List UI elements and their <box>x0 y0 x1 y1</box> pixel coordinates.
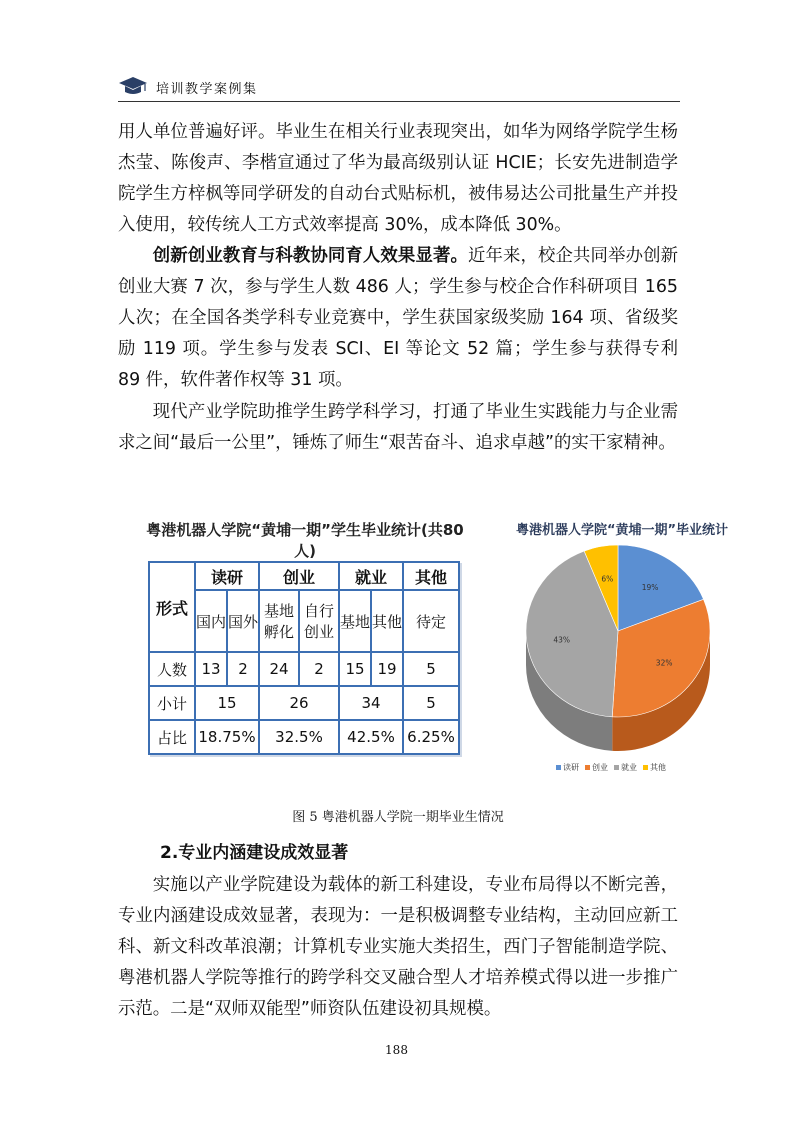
pie-value-label: 32% <box>655 658 673 668</box>
table-cell: 2 <box>227 652 259 686</box>
chart-legend <box>556 762 672 773</box>
graduation-table-figure <box>144 519 466 774</box>
table-cell: 19 <box>371 652 403 686</box>
pie-value-label: 43% <box>553 635 570 645</box>
legend-label: 读研 <box>563 763 579 772</box>
sub-self: 自行创业 <box>299 590 339 652</box>
paragraph-4: 实施以产业学院建设为载体的新工科建设，专业布局得以不断完善，专业内涵建设成效显著，表现为：一是积极调整专业结构，主动回应新工科、新文科改革浪潮；计算机专业实施大类招生，西门子智能制造学院、粤港机器人学院等推行的跨学科交叉融合型人才培养模式得以进一步推广示范。二是“双师双能型”师资队伍建设初具规模。 <box>118 875 678 1019</box>
sub-incubate: 基地孵化 <box>259 590 299 652</box>
graduation-cap-icon <box>118 76 148 96</box>
legend-label: 其他 <box>650 763 666 772</box>
legend-item <box>556 763 579 772</box>
table-cell: 24 <box>259 652 299 686</box>
table-title: 粤港机器人学院“黄埔一期”学生毕业统计(共80人) <box>146 521 464 560</box>
sub-domestic: 国内 <box>195 590 227 652</box>
table-cell: 42.5% <box>339 720 403 754</box>
header-rule <box>118 101 680 102</box>
table-cell: 13 <box>195 652 227 686</box>
legend-swatch <box>614 765 619 770</box>
page-header <box>118 74 678 100</box>
sub-others: 其他 <box>371 590 403 652</box>
group-employ: 就业 <box>339 562 403 590</box>
page-number: 188 <box>385 1043 408 1057</box>
header-title: 培训教学案例集 <box>156 82 258 97</box>
table-cell: 5 <box>403 686 459 720</box>
paragraph-1: 用人单位普遍好评。毕业生在相关行业表现突出，如华为网络学院学生杨杰莹、陈俊声、李楷宣通过了华为最高级别认证 HCIE；长安先进制造学院学生方梓枫等同学研发的自动台式贴标机，被伟易达公司批量生产并投入使用，较传统人工方式效率提高 30%，成本降低 30%。 <box>118 122 678 235</box>
row-label-count: 人数 <box>149 652 195 686</box>
legend-item <box>614 763 637 772</box>
table-cell: 2 <box>299 652 339 686</box>
paragraph-2-body: 近年来，校企共同举办创新创业大赛 7 次，参与学生人数 486 人；学生参与校企合作科研项目 165 人次；在全国各类学科专业竞赛中，学生获国家级奖励 164 项、省级奖励 119 项。学生参与发表 SCI、EI 等论文 52 篇；学生参与获得专利 89 件，软件著作权等 31 项。 <box>118 246 678 390</box>
section-heading: 2.专业内涵建设成效显著 <box>160 843 349 863</box>
chart-title: 粤港机器人学院“黄埔一期”毕业统计 <box>515 523 729 538</box>
table-cell: 15 <box>339 652 371 686</box>
legend-swatch <box>556 765 561 770</box>
paragraph-2 <box>118 241 678 396</box>
table-cell: 18.75% <box>195 720 259 754</box>
pie-value-label: 19% <box>641 582 659 592</box>
legend-item <box>643 763 666 772</box>
table-cell: 34 <box>339 686 403 720</box>
table-cell: 5 <box>403 652 459 686</box>
row-label-ratio: 占比 <box>149 720 195 754</box>
group-study: 读研 <box>195 562 259 590</box>
graduation-table <box>148 561 460 755</box>
sub-base: 基地 <box>339 590 371 652</box>
paragraph-2-lead: 创新创业教育与科教协同育人效果显著。 <box>152 246 468 266</box>
row-label-subtotal: 小计 <box>149 686 195 720</box>
table-cell: 15 <box>195 686 259 720</box>
group-startup: 创业 <box>259 562 339 590</box>
legend-label: 就业 <box>621 763 637 772</box>
legend-item <box>585 763 608 772</box>
sub-pending: 待定 <box>403 590 459 652</box>
sub-abroad: 国外 <box>227 590 259 652</box>
table-cell: 32.5% <box>259 720 339 754</box>
pie-value-label: 6% <box>601 574 614 584</box>
group-other: 其他 <box>403 562 459 590</box>
figure-caption: 图 5 粤港机器人学院一期毕业生情况 <box>292 810 504 825</box>
pie-chart-figure <box>512 519 732 779</box>
legend-label: 创业 <box>592 763 608 772</box>
table-cell: 6.25% <box>403 720 459 754</box>
legend-swatch <box>643 765 648 770</box>
pie-chart <box>512 539 732 779</box>
legend-swatch <box>585 765 590 770</box>
paragraph-3: 现代产业学院助推学生跨学科学习，打通了毕业生实践能力与企业需求之间“最后一公里”，锤炼了师生“艰苦奋斗、追求卓越”的实干家精神。 <box>118 402 678 453</box>
form-header: 形式 <box>149 562 195 652</box>
table-cell: 26 <box>259 686 339 720</box>
